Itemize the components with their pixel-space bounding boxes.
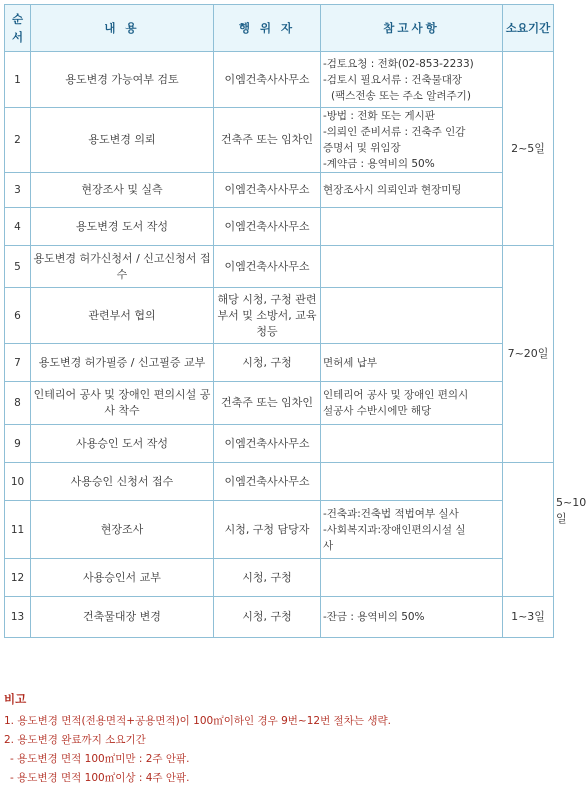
row-actor: 건축주 또는 임차인 [214,108,321,173]
row-content: 현장조사 [31,501,214,559]
row-actor: 이엠건축사사무소 [214,208,321,246]
row-reference [321,463,503,501]
row-content: 용도변경 허가필증 / 신고필증 교부 [31,344,214,382]
procedure-table [4,4,586,638]
header-order: 순서 [5,5,31,52]
row-content: 현장조사 및 실측 [31,173,214,208]
row-number: 11 [5,501,31,559]
table-row [5,108,554,173]
table-row [5,52,554,108]
note-line: 1. 용도변경 면적(전용면적+공용면적)이 100㎡이하인 경우 9번~12번 절차는 생략. [4,715,391,727]
reference-line: (팩스전송 또는 주소 알려주기) [331,89,471,102]
row-content: 용도변경 도서 작성 [31,208,214,246]
row-reference [321,173,503,208]
header-duration: 소요기간 [503,5,554,52]
row-reference [321,52,503,108]
row-reference [321,382,503,425]
row-number: 1 [5,52,31,108]
reference-line: 현장조사시 의뢰인과 현장미팅 [323,184,462,196]
reference-line: -사회복지과:장애인편의시설 실 [323,523,466,536]
row-actor: 이엠건축사사무소 [214,463,321,501]
reference-line: 면허세 납부 [323,356,378,369]
duration-cell: 2~5일 [503,52,554,246]
reference-line: -잔금 : 용역비의 50% [323,611,425,623]
row-content: 용도변경 허가신청서 / 신고신청서 접수 [31,246,214,288]
header-actor: 행 위 자 [214,5,321,52]
notes-section [4,690,553,788]
table-row [5,559,554,597]
row-actor: 이엠건축사사무소 [214,52,321,108]
reference-line: -의뢰인 준비서류 : 건축주 인감 [323,126,466,138]
table-row [5,382,554,425]
row-number: 12 [5,559,31,597]
duration-cell: 7~20일 [503,246,554,463]
row-actor: 이엠건축사사무소 [214,425,321,463]
note-sub-line: - 용도변경 면적 100㎡미만 : 2주 안팎. [10,753,190,765]
row-reference [321,425,503,463]
row-content: 사용승인 도서 작성 [31,425,214,463]
reference-line: -건축과:건축법 적법여부 실사 [323,507,459,520]
table-row [5,344,554,382]
row-actor: 시청, 구청 [214,344,321,382]
row-number: 2 [5,108,31,173]
reference-line: 인테리어 공사 및 장애인 편의시 [323,389,469,401]
notes-title: 비고 [4,692,27,706]
header-ref: 참고사항 [321,5,503,52]
row-content: 관련부서 협의 [31,288,214,344]
row-number: 7 [5,344,31,382]
row-number: 6 [5,288,31,344]
table-row [5,501,554,559]
row-actor: 시청, 구청 [214,559,321,597]
duration-cell: 1~3일 [503,597,554,638]
row-actor: 이엠건축사사무소 [214,246,321,288]
table-header-row [5,5,554,52]
header-content: 내 용 [31,5,214,52]
row-content: 용도변경 가능여부 검토 [31,52,214,108]
table-row [5,597,554,638]
reference-line: 사 [323,539,334,552]
row-content: 사용승인 신청서 접수 [31,463,214,501]
reference-line: -계약금 : 용역비의 50% [323,158,435,170]
row-content: 용도변경 의뢰 [31,108,214,173]
row-actor: 해당 시청, 구청 관련부서 및 소방서, 교육청등 [214,288,321,344]
row-reference [321,597,503,638]
row-actor: 시청, 구청 [214,597,321,638]
row-number: 5 [5,246,31,288]
row-number: 4 [5,208,31,246]
row-reference [321,559,503,597]
row-number: 3 [5,173,31,208]
table-row [5,463,554,501]
row-number: 9 [5,425,31,463]
reference-line: -검토시 필요서류 : 건축물대장 [323,73,463,86]
row-reference [321,344,503,382]
row-actor: 시청, 구청 담당자 [214,501,321,559]
reference-line: -방법 : 전화 또는 게시판 [323,110,435,122]
table-row [5,288,554,344]
row-content: 건축물대장 변경 [31,597,214,638]
row-actor: 이엠건축사사무소 [214,173,321,208]
reference-line: 증명서 및 위임장 [323,142,401,154]
note-sub-line: - 용도변경 면적 100㎡이상 : 4주 안팎. [10,772,190,784]
row-reference [321,108,503,173]
row-reference [321,208,503,246]
row-content: 사용승인서 교부 [31,559,214,597]
row-number: 13 [5,597,31,638]
row-content: 인테리어 공사 및 장애인 편의시설 공사 착수 [31,382,214,425]
reference-line: -검토요청 : 전화(02-853-2233) [323,57,474,70]
row-number: 8 [5,382,31,425]
table-row [5,173,554,208]
table-row [5,208,554,246]
row-reference [321,246,503,288]
reference-line: 설공사 수반시에만 해당 [323,405,432,417]
row-reference [321,501,503,559]
table-row: 9 사용승인 도서 작성 이엠건축사사무소 5~10일 [5,425,554,463]
row-reference [321,288,503,344]
row-number: 10 [5,463,31,501]
row-actor: 건축주 또는 임차인 [214,382,321,425]
note-line: 2. 용도변경 완료까지 소요기간 [4,734,146,746]
table-row [5,246,554,288]
